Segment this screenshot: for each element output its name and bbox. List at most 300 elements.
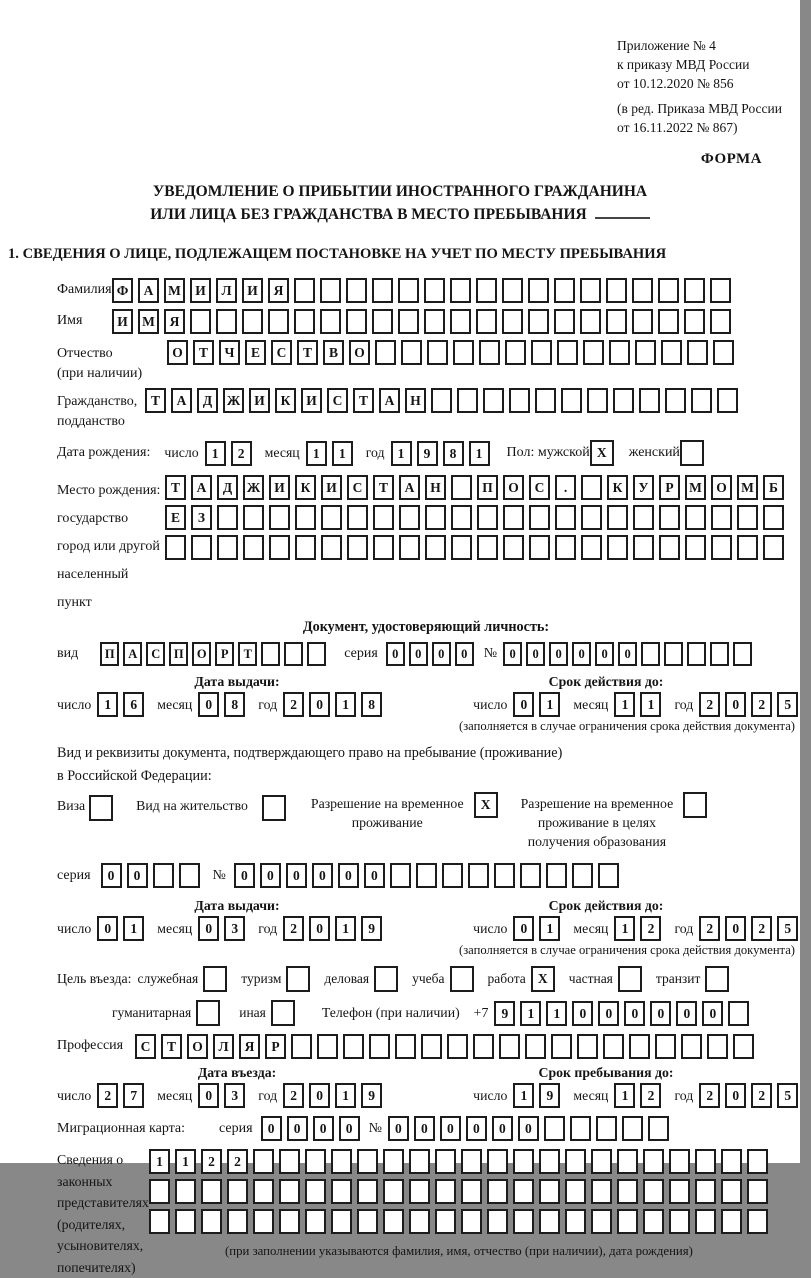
char-cell[interactable] bbox=[291, 1034, 312, 1059]
char-cell[interactable] bbox=[635, 340, 656, 365]
char-cell[interactable] bbox=[606, 278, 627, 303]
char-cell[interactable] bbox=[554, 309, 575, 334]
char-cell[interactable] bbox=[149, 1179, 170, 1204]
char-cell[interactable]: Т bbox=[353, 388, 374, 413]
char-cell[interactable] bbox=[737, 535, 758, 560]
char-cell[interactable]: А bbox=[138, 278, 159, 303]
char-cell[interactable] bbox=[658, 309, 679, 334]
char-cell[interactable]: 0 bbox=[526, 642, 545, 666]
char-cell[interactable] bbox=[728, 1001, 749, 1026]
char-cell[interactable] bbox=[539, 1149, 560, 1174]
char-cell[interactable]: 0 bbox=[388, 1116, 409, 1141]
char-cell[interactable]: 1 bbox=[614, 692, 635, 717]
char-cell[interactable]: 9 bbox=[417, 441, 438, 466]
char-cell[interactable] bbox=[305, 1179, 326, 1204]
char-cell[interactable]: М bbox=[737, 475, 758, 500]
char-cell[interactable]: О bbox=[711, 475, 732, 500]
char-cell[interactable] bbox=[321, 535, 342, 560]
char-cell[interactable] bbox=[710, 278, 731, 303]
char-cell[interactable] bbox=[447, 1034, 468, 1059]
char-cell[interactable]: 0 bbox=[624, 1001, 645, 1026]
char-cell[interactable] bbox=[461, 1209, 482, 1234]
char-cell[interactable] bbox=[416, 863, 437, 888]
char-cell[interactable] bbox=[203, 966, 227, 992]
char-cell[interactable] bbox=[606, 309, 627, 334]
char-cell[interactable] bbox=[450, 278, 471, 303]
char-cell[interactable]: 0 bbox=[650, 1001, 671, 1026]
char-cell[interactable]: Т bbox=[238, 642, 257, 666]
char-cell[interactable]: 3 bbox=[224, 916, 245, 941]
char-cell[interactable]: Т bbox=[145, 388, 166, 413]
char-cell[interactable]: 1 bbox=[614, 1083, 635, 1108]
char-cell[interactable] bbox=[424, 309, 445, 334]
char-cell[interactable]: 1 bbox=[97, 692, 118, 717]
char-cell[interactable]: 0 bbox=[338, 863, 359, 888]
char-cell[interactable] bbox=[711, 505, 732, 530]
char-cell[interactable]: 0 bbox=[309, 692, 330, 717]
char-cell[interactable]: О bbox=[503, 475, 524, 500]
char-cell[interactable]: 1 bbox=[335, 692, 356, 717]
char-cell[interactable] bbox=[665, 388, 686, 413]
char-cell[interactable]: О bbox=[187, 1034, 208, 1059]
char-cell[interactable]: 2 bbox=[751, 1083, 772, 1108]
char-cell[interactable] bbox=[424, 278, 445, 303]
char-cell[interactable] bbox=[609, 340, 630, 365]
char-cell[interactable] bbox=[659, 535, 680, 560]
char-cell[interactable]: 0 bbox=[312, 863, 333, 888]
char-cell[interactable] bbox=[431, 388, 452, 413]
char-cell[interactable]: Б bbox=[763, 475, 784, 500]
char-cell[interactable]: 0 bbox=[127, 863, 148, 888]
char-cell[interactable]: 8 bbox=[443, 441, 464, 466]
char-cell[interactable] bbox=[747, 1179, 768, 1204]
char-cell[interactable] bbox=[331, 1209, 352, 1234]
char-cell[interactable] bbox=[253, 1209, 274, 1234]
char-cell[interactable]: 9 bbox=[539, 1083, 560, 1108]
char-cell[interactable] bbox=[468, 863, 489, 888]
char-cell[interactable] bbox=[509, 388, 530, 413]
char-cell[interactable]: К bbox=[275, 388, 296, 413]
char-cell[interactable] bbox=[269, 535, 290, 560]
char-cell[interactable]: 9 bbox=[361, 916, 382, 941]
char-cell[interactable] bbox=[502, 278, 523, 303]
char-cell[interactable] bbox=[253, 1179, 274, 1204]
char-cell[interactable]: 2 bbox=[227, 1149, 248, 1174]
char-cell[interactable] bbox=[733, 1034, 754, 1059]
char-cell[interactable]: 2 bbox=[751, 916, 772, 941]
char-cell[interactable] bbox=[398, 278, 419, 303]
char-cell[interactable] bbox=[643, 1179, 664, 1204]
char-cell[interactable] bbox=[747, 1209, 768, 1234]
char-cell[interactable] bbox=[747, 1149, 768, 1174]
char-cell[interactable] bbox=[383, 1209, 404, 1234]
char-cell[interactable] bbox=[343, 1034, 364, 1059]
char-cell[interactable]: 1 bbox=[175, 1149, 196, 1174]
char-cell[interactable] bbox=[262, 795, 286, 821]
char-cell[interactable] bbox=[763, 505, 784, 530]
char-cell[interactable] bbox=[479, 340, 500, 365]
char-cell[interactable] bbox=[398, 309, 419, 334]
char-cell[interactable]: И bbox=[301, 388, 322, 413]
char-cell[interactable]: 1 bbox=[149, 1149, 170, 1174]
char-cell[interactable] bbox=[572, 863, 593, 888]
char-cell[interactable]: X bbox=[590, 440, 614, 466]
char-cell[interactable]: 2 bbox=[283, 916, 304, 941]
char-cell[interactable]: Я bbox=[239, 1034, 260, 1059]
char-cell[interactable]: 2 bbox=[699, 1083, 720, 1108]
char-cell[interactable] bbox=[520, 863, 541, 888]
char-cell[interactable] bbox=[442, 863, 463, 888]
char-cell[interactable] bbox=[149, 1209, 170, 1234]
char-cell[interactable]: 5 bbox=[777, 692, 798, 717]
char-cell[interactable] bbox=[555, 535, 576, 560]
char-cell[interactable] bbox=[409, 1209, 430, 1234]
char-cell[interactable]: 1 bbox=[520, 1001, 541, 1026]
char-cell[interactable]: 0 bbox=[97, 916, 118, 941]
char-cell[interactable]: И bbox=[269, 475, 290, 500]
char-cell[interactable]: У bbox=[633, 475, 654, 500]
char-cell[interactable] bbox=[451, 475, 472, 500]
char-cell[interactable]: П bbox=[169, 642, 188, 666]
char-cell[interactable] bbox=[643, 1209, 664, 1234]
char-cell[interactable]: Т bbox=[373, 475, 394, 500]
char-cell[interactable]: 1 bbox=[614, 916, 635, 941]
char-cell[interactable]: 0 bbox=[386, 642, 405, 666]
char-cell[interactable]: К bbox=[295, 475, 316, 500]
char-cell[interactable] bbox=[487, 1149, 508, 1174]
char-cell[interactable] bbox=[685, 505, 706, 530]
char-cell[interactable] bbox=[320, 309, 341, 334]
char-cell[interactable] bbox=[409, 1179, 430, 1204]
char-cell[interactable]: М bbox=[164, 278, 185, 303]
char-cell[interactable] bbox=[685, 535, 706, 560]
char-cell[interactable] bbox=[357, 1209, 378, 1234]
char-cell[interactable] bbox=[294, 278, 315, 303]
char-cell[interactable] bbox=[373, 505, 394, 530]
char-cell[interactable] bbox=[494, 863, 515, 888]
char-cell[interactable] bbox=[477, 505, 498, 530]
char-cell[interactable] bbox=[201, 1179, 222, 1204]
char-cell[interactable] bbox=[581, 505, 602, 530]
char-cell[interactable] bbox=[632, 278, 653, 303]
char-cell[interactable] bbox=[687, 340, 708, 365]
char-cell[interactable] bbox=[503, 535, 524, 560]
char-cell[interactable]: Р bbox=[659, 475, 680, 500]
char-cell[interactable]: И bbox=[242, 278, 263, 303]
char-cell[interactable] bbox=[648, 1116, 669, 1141]
char-cell[interactable] bbox=[372, 309, 393, 334]
char-cell[interactable] bbox=[347, 535, 368, 560]
char-cell[interactable] bbox=[175, 1209, 196, 1234]
char-cell[interactable] bbox=[399, 505, 420, 530]
char-cell[interactable] bbox=[581, 475, 602, 500]
char-cell[interactable] bbox=[737, 505, 758, 530]
char-cell[interactable] bbox=[305, 1209, 326, 1234]
char-cell[interactable] bbox=[513, 1179, 534, 1204]
char-cell[interactable]: Е bbox=[245, 340, 266, 365]
char-cell[interactable] bbox=[425, 535, 446, 560]
char-cell[interactable] bbox=[711, 535, 732, 560]
char-cell[interactable]: Р bbox=[265, 1034, 286, 1059]
char-cell[interactable]: 1 bbox=[546, 1001, 567, 1026]
char-cell[interactable]: 2 bbox=[231, 441, 252, 466]
char-cell[interactable] bbox=[242, 309, 263, 334]
char-cell[interactable] bbox=[409, 1149, 430, 1174]
char-cell[interactable] bbox=[580, 278, 601, 303]
char-cell[interactable] bbox=[279, 1179, 300, 1204]
char-cell[interactable]: 1 bbox=[469, 441, 490, 466]
char-cell[interactable]: Р bbox=[215, 642, 234, 666]
char-cell[interactable]: 0 bbox=[455, 642, 474, 666]
char-cell[interactable] bbox=[603, 1034, 624, 1059]
char-cell[interactable]: Т bbox=[165, 475, 186, 500]
char-cell[interactable] bbox=[513, 1149, 534, 1174]
char-cell[interactable] bbox=[707, 1034, 728, 1059]
char-cell[interactable] bbox=[664, 642, 683, 666]
char-cell[interactable]: С bbox=[529, 475, 550, 500]
char-cell[interactable]: О bbox=[192, 642, 211, 666]
char-cell[interactable]: А bbox=[123, 642, 142, 666]
char-cell[interactable] bbox=[577, 1034, 598, 1059]
char-cell[interactable] bbox=[279, 1209, 300, 1234]
char-cell[interactable] bbox=[503, 505, 524, 530]
char-cell[interactable] bbox=[295, 535, 316, 560]
char-cell[interactable] bbox=[383, 1179, 404, 1204]
char-cell[interactable]: 0 bbox=[313, 1116, 334, 1141]
char-cell[interactable] bbox=[375, 340, 396, 365]
char-cell[interactable]: 0 bbox=[572, 1001, 593, 1026]
char-cell[interactable] bbox=[425, 505, 446, 530]
char-cell[interactable] bbox=[346, 278, 367, 303]
char-cell[interactable] bbox=[190, 309, 211, 334]
char-cell[interactable]: М bbox=[685, 475, 706, 500]
char-cell[interactable] bbox=[401, 340, 422, 365]
char-cell[interactable] bbox=[598, 863, 619, 888]
char-cell[interactable]: 0 bbox=[595, 642, 614, 666]
char-cell[interactable]: 2 bbox=[640, 1083, 661, 1108]
char-cell[interactable] bbox=[196, 1000, 220, 1026]
char-cell[interactable]: 7 bbox=[123, 1083, 144, 1108]
char-cell[interactable]: 0 bbox=[234, 863, 255, 888]
char-cell[interactable]: 2 bbox=[751, 692, 772, 717]
char-cell[interactable] bbox=[284, 642, 303, 666]
char-cell[interactable]: Ф bbox=[112, 278, 133, 303]
char-cell[interactable] bbox=[763, 535, 784, 560]
char-cell[interactable]: 0 bbox=[513, 692, 534, 717]
char-cell[interactable] bbox=[253, 1149, 274, 1174]
char-cell[interactable]: X bbox=[531, 966, 555, 992]
char-cell[interactable]: 0 bbox=[503, 642, 522, 666]
char-cell[interactable] bbox=[347, 505, 368, 530]
char-cell[interactable] bbox=[305, 1149, 326, 1174]
char-cell[interactable] bbox=[331, 1149, 352, 1174]
char-cell[interactable] bbox=[435, 1209, 456, 1234]
char-cell[interactable] bbox=[596, 1116, 617, 1141]
char-cell[interactable]: 1 bbox=[335, 1083, 356, 1108]
char-cell[interactable]: 0 bbox=[518, 1116, 539, 1141]
char-cell[interactable]: М bbox=[138, 309, 159, 334]
char-cell[interactable]: 0 bbox=[198, 916, 219, 941]
char-cell[interactable]: 9 bbox=[494, 1001, 515, 1026]
char-cell[interactable] bbox=[450, 966, 474, 992]
char-cell[interactable]: 0 bbox=[549, 642, 568, 666]
char-cell[interactable]: И bbox=[112, 309, 133, 334]
char-cell[interactable] bbox=[591, 1209, 612, 1234]
char-cell[interactable]: К bbox=[607, 475, 628, 500]
char-cell[interactable] bbox=[680, 440, 704, 466]
char-cell[interactable]: 2 bbox=[699, 692, 720, 717]
char-cell[interactable]: 0 bbox=[492, 1116, 513, 1141]
char-cell[interactable] bbox=[317, 1034, 338, 1059]
char-cell[interactable]: 1 bbox=[513, 1083, 534, 1108]
char-cell[interactable]: О bbox=[167, 340, 188, 365]
char-cell[interactable] bbox=[570, 1116, 591, 1141]
char-cell[interactable]: 5 bbox=[777, 916, 798, 941]
char-cell[interactable]: 0 bbox=[101, 863, 122, 888]
char-cell[interactable] bbox=[551, 1034, 572, 1059]
char-cell[interactable]: 0 bbox=[409, 642, 428, 666]
char-cell[interactable] bbox=[372, 278, 393, 303]
char-cell[interactable]: 8 bbox=[224, 692, 245, 717]
char-cell[interactable] bbox=[450, 309, 471, 334]
char-cell[interactable] bbox=[217, 535, 238, 560]
char-cell[interactable] bbox=[695, 1209, 716, 1234]
char-cell[interactable]: 6 bbox=[123, 692, 144, 717]
char-cell[interactable] bbox=[357, 1149, 378, 1174]
char-cell[interactable]: 1 bbox=[332, 441, 353, 466]
char-cell[interactable] bbox=[505, 340, 526, 365]
char-cell[interactable] bbox=[622, 1116, 643, 1141]
char-cell[interactable]: Т bbox=[161, 1034, 182, 1059]
char-cell[interactable]: 2 bbox=[640, 916, 661, 941]
char-cell[interactable]: Ж bbox=[243, 475, 264, 500]
char-cell[interactable]: А bbox=[191, 475, 212, 500]
char-cell[interactable]: З bbox=[191, 505, 212, 530]
char-cell[interactable] bbox=[633, 505, 654, 530]
char-cell[interactable]: П bbox=[477, 475, 498, 500]
char-cell[interactable] bbox=[587, 388, 608, 413]
char-cell[interactable] bbox=[607, 535, 628, 560]
char-cell[interactable]: Л bbox=[213, 1034, 234, 1059]
char-cell[interactable]: 1 bbox=[335, 916, 356, 941]
char-cell[interactable] bbox=[435, 1179, 456, 1204]
char-cell[interactable]: 0 bbox=[725, 1083, 746, 1108]
char-cell[interactable]: 1 bbox=[123, 916, 144, 941]
char-cell[interactable] bbox=[217, 505, 238, 530]
char-cell[interactable]: X bbox=[474, 792, 498, 818]
char-cell[interactable] bbox=[525, 1034, 546, 1059]
char-cell[interactable] bbox=[383, 1149, 404, 1174]
char-cell[interactable]: 0 bbox=[513, 916, 534, 941]
char-cell[interactable]: 0 bbox=[309, 1083, 330, 1108]
char-cell[interactable] bbox=[591, 1149, 612, 1174]
char-cell[interactable] bbox=[617, 1149, 638, 1174]
char-cell[interactable] bbox=[307, 642, 326, 666]
char-cell[interactable]: 2 bbox=[97, 1083, 118, 1108]
char-cell[interactable] bbox=[710, 309, 731, 334]
char-cell[interactable] bbox=[153, 863, 174, 888]
char-cell[interactable]: 0 bbox=[466, 1116, 487, 1141]
char-cell[interactable] bbox=[331, 1179, 352, 1204]
char-cell[interactable] bbox=[618, 966, 642, 992]
char-cell[interactable]: 0 bbox=[286, 863, 307, 888]
char-cell[interactable] bbox=[457, 388, 478, 413]
char-cell[interactable] bbox=[374, 966, 398, 992]
char-cell[interactable]: 5 bbox=[777, 1083, 798, 1108]
char-cell[interactable] bbox=[691, 388, 712, 413]
char-cell[interactable]: 1 bbox=[205, 441, 226, 466]
char-cell[interactable] bbox=[633, 535, 654, 560]
char-cell[interactable] bbox=[261, 642, 280, 666]
char-cell[interactable]: 0 bbox=[364, 863, 385, 888]
char-cell[interactable]: 1 bbox=[640, 692, 661, 717]
char-cell[interactable]: С bbox=[347, 475, 368, 500]
char-cell[interactable]: 8 bbox=[361, 692, 382, 717]
char-cell[interactable]: 9 bbox=[361, 1083, 382, 1108]
char-cell[interactable]: Т bbox=[193, 340, 214, 365]
char-cell[interactable] bbox=[658, 278, 679, 303]
char-cell[interactable] bbox=[451, 505, 472, 530]
char-cell[interactable] bbox=[513, 1209, 534, 1234]
char-cell[interactable] bbox=[639, 388, 660, 413]
char-cell[interactable] bbox=[607, 505, 628, 530]
char-cell[interactable]: С bbox=[146, 642, 165, 666]
char-cell[interactable] bbox=[421, 1034, 442, 1059]
char-cell[interactable] bbox=[544, 1116, 565, 1141]
char-cell[interactable] bbox=[487, 1209, 508, 1234]
char-cell[interactable] bbox=[373, 535, 394, 560]
char-cell[interactable] bbox=[461, 1149, 482, 1174]
char-cell[interactable] bbox=[535, 388, 556, 413]
char-cell[interactable] bbox=[369, 1034, 390, 1059]
char-cell[interactable] bbox=[528, 309, 549, 334]
char-cell[interactable]: 1 bbox=[306, 441, 327, 466]
char-cell[interactable] bbox=[175, 1179, 196, 1204]
char-cell[interactable] bbox=[661, 340, 682, 365]
char-cell[interactable] bbox=[529, 535, 550, 560]
char-cell[interactable] bbox=[487, 1179, 508, 1204]
char-cell[interactable] bbox=[473, 1034, 494, 1059]
char-cell[interactable]: Т bbox=[297, 340, 318, 365]
char-cell[interactable] bbox=[695, 1149, 716, 1174]
char-cell[interactable]: 2 bbox=[283, 1083, 304, 1108]
char-cell[interactable] bbox=[669, 1149, 690, 1174]
char-cell[interactable]: 0 bbox=[618, 642, 637, 666]
char-cell[interactable]: 0 bbox=[432, 642, 451, 666]
char-cell[interactable] bbox=[227, 1179, 248, 1204]
char-cell[interactable] bbox=[717, 388, 738, 413]
char-cell[interactable] bbox=[201, 1209, 222, 1234]
char-cell[interactable] bbox=[539, 1179, 560, 1204]
char-cell[interactable]: 0 bbox=[198, 692, 219, 717]
char-cell[interactable] bbox=[565, 1179, 586, 1204]
char-cell[interactable]: 0 bbox=[287, 1116, 308, 1141]
char-cell[interactable] bbox=[321, 505, 342, 530]
char-cell[interactable] bbox=[546, 863, 567, 888]
char-cell[interactable] bbox=[684, 309, 705, 334]
char-cell[interactable] bbox=[269, 505, 290, 530]
char-cell[interactable] bbox=[286, 966, 310, 992]
char-cell[interactable]: Д bbox=[197, 388, 218, 413]
char-cell[interactable] bbox=[227, 1209, 248, 1234]
char-cell[interactable] bbox=[557, 340, 578, 365]
char-cell[interactable] bbox=[591, 1179, 612, 1204]
char-cell[interactable]: И bbox=[321, 475, 342, 500]
char-cell[interactable]: Е bbox=[165, 505, 186, 530]
char-cell[interactable]: 0 bbox=[198, 1083, 219, 1108]
char-cell[interactable]: Ч bbox=[219, 340, 240, 365]
char-cell[interactable]: 0 bbox=[440, 1116, 461, 1141]
